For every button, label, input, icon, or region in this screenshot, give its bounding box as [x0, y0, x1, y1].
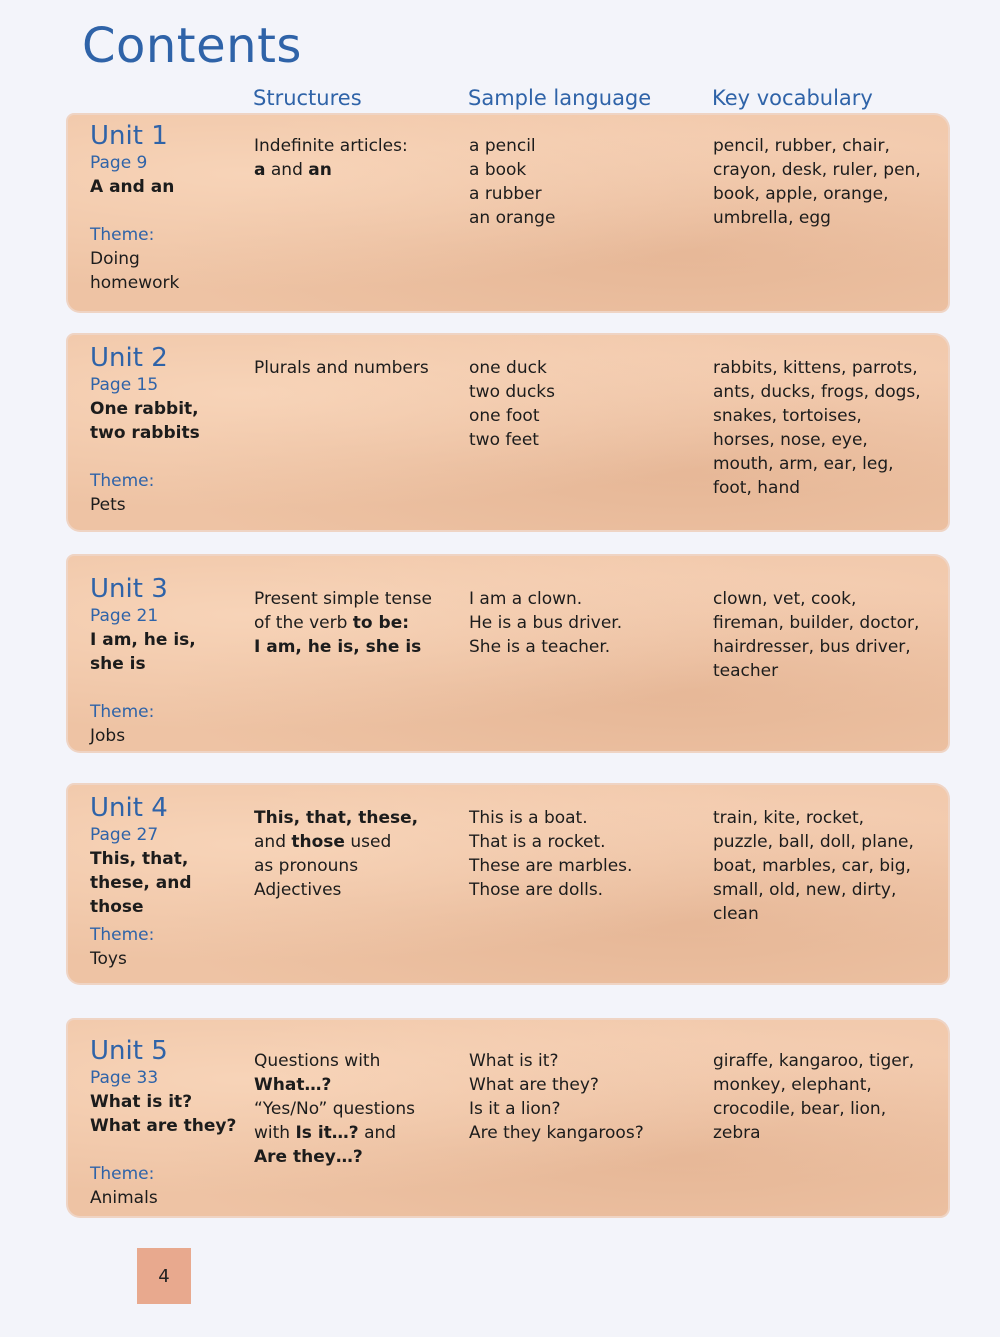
- sample-language-line: one duck: [469, 358, 547, 378]
- unit-info: [90, 121, 179, 295]
- unit-row: [68, 556, 948, 751]
- structures-segment: of the verb: [254, 613, 353, 633]
- key-vocabulary-line: pencil, rubber, chair,: [713, 136, 890, 156]
- unit-label: Unit 1: [90, 121, 168, 151]
- unit-label: Unit 3: [90, 574, 168, 604]
- page-number: 4: [137, 1248, 191, 1304]
- structures-segment: as pronouns: [254, 856, 359, 876]
- structures-line: [254, 611, 432, 635]
- structures-segment: Present simple tense: [254, 589, 432, 609]
- key-vocabulary-cell: [713, 587, 919, 683]
- unit-info: [90, 793, 192, 971]
- structures-line: [254, 1145, 415, 1169]
- structures-segment: used: [344, 832, 392, 852]
- sample-language-line: two ducks: [469, 382, 555, 402]
- structures-segment: and: [265, 160, 309, 180]
- structures-segment: Are they…?: [254, 1147, 363, 1167]
- key-vocabulary-line: monkey, elephant,: [713, 1075, 872, 1095]
- sample-language-cell: [469, 587, 622, 659]
- structures-segment: This, that, these,: [254, 808, 419, 828]
- structures-cell: [254, 587, 432, 659]
- key-vocabulary-line: puzzle, ball, doll, plane,: [713, 832, 914, 852]
- key-vocabulary-line: snakes, tortoises,: [713, 406, 862, 426]
- key-vocabulary-line: clown, vet, cook,: [713, 589, 857, 609]
- unit-row: [68, 335, 948, 530]
- structures-segment: Adjectives: [254, 880, 342, 900]
- page-reference: Page 33: [90, 1068, 159, 1088]
- sample-language-cell: [469, 1049, 644, 1145]
- unit-name: A and an: [90, 177, 175, 197]
- key-vocabulary-line: giraffe, kangaroo, tiger,: [713, 1051, 915, 1071]
- structures-segment: I am, he is, she is: [254, 637, 422, 657]
- structures-segment: Indefinite articles:: [254, 136, 408, 156]
- structures-line: [254, 830, 418, 854]
- key-vocabulary-cell: [713, 1049, 914, 1145]
- sample-language-line: Are they kangaroos?: [469, 1123, 644, 1143]
- key-vocabulary-line: crayon, desk, ruler, pen,: [713, 160, 921, 180]
- key-vocabulary-line: small, old, new, dirty,: [713, 880, 897, 900]
- structures-segment: a: [254, 160, 266, 180]
- structures-line: [254, 854, 418, 878]
- sample-language-line: a rubber: [469, 184, 542, 204]
- sample-language-line: two feet: [469, 430, 539, 450]
- page-reference: Page 27: [90, 825, 159, 845]
- structures-line: [254, 158, 408, 182]
- theme-value: Animals: [90, 1188, 158, 1208]
- key-vocabulary-line: rabbits, kittens, parrots,: [713, 358, 918, 378]
- structures-cell: [254, 134, 408, 182]
- structures-line: [254, 635, 432, 659]
- structures-segment: an: [308, 160, 332, 180]
- structures-line: [254, 356, 429, 380]
- key-vocabulary-line: teacher: [713, 661, 779, 681]
- structures-line: [254, 1073, 415, 1097]
- structures-segment: Is it…?: [295, 1123, 359, 1143]
- unit-info: [90, 574, 196, 748]
- sample-language-cell: [469, 134, 555, 230]
- header-sample-language: Sample language: [468, 86, 652, 110]
- sample-language-line: a pencil: [469, 136, 536, 156]
- structures-cell: [254, 356, 429, 380]
- unit-name: I am, he is, she is: [90, 630, 196, 674]
- structures-segment: and: [254, 832, 292, 852]
- unit-info: [90, 343, 200, 517]
- unit-label: Unit 4: [90, 793, 168, 823]
- key-vocabulary-cell: [713, 134, 921, 230]
- sample-language-line: I am a clown.: [469, 589, 583, 609]
- theme-value: Pets: [90, 495, 126, 515]
- structures-line: [254, 1097, 415, 1121]
- structures-segment: Plurals and numbers: [254, 358, 429, 378]
- unit-name: What is it? What are they?: [90, 1092, 237, 1136]
- key-vocabulary-line: clean: [713, 904, 759, 924]
- structures-segment: What…?: [254, 1075, 332, 1095]
- sample-language-cell: [469, 806, 632, 902]
- key-vocabulary-line: fireman, builder, doctor,: [713, 613, 920, 633]
- header-structures: Structures: [253, 86, 362, 110]
- theme-label: Theme:: [90, 702, 155, 722]
- theme-label: Theme:: [90, 1164, 155, 1184]
- structures-line: [254, 1049, 415, 1073]
- theme-value: Jobs: [90, 726, 126, 746]
- theme-value: Toys: [90, 949, 127, 969]
- sample-language-line: She is a teacher.: [469, 637, 611, 657]
- key-vocabulary-cell: [713, 806, 914, 926]
- header-key-vocabulary: Key vocabulary: [712, 86, 873, 110]
- key-vocabulary-line: hairdresser, bus driver,: [713, 637, 911, 657]
- key-vocabulary-line: umbrella, egg: [713, 208, 831, 228]
- unit-name: This, that, these, and those: [90, 849, 192, 917]
- sample-language-line: What is it?: [469, 1051, 559, 1071]
- sample-language-line: Those are dolls.: [469, 880, 604, 900]
- page-reference: Page 21: [90, 606, 159, 626]
- unit-label: Unit 5: [90, 1036, 168, 1066]
- sample-language-line: What are they?: [469, 1075, 599, 1095]
- key-vocabulary-cell: [713, 356, 921, 500]
- unit-row: [68, 115, 948, 311]
- key-vocabulary-line: foot, hand: [713, 478, 801, 498]
- key-vocabulary-line: train, kite, rocket,: [713, 808, 865, 828]
- page-reference: Page 15: [90, 375, 159, 395]
- unit-label: Unit 2: [90, 343, 168, 373]
- structures-line: [254, 134, 408, 158]
- structures-cell: [254, 1049, 415, 1169]
- structures-line: [254, 587, 432, 611]
- key-vocabulary-line: book, apple, orange,: [713, 184, 889, 204]
- sample-language-line: This is a boat.: [469, 808, 588, 828]
- key-vocabulary-line: mouth, arm, ear, leg,: [713, 454, 894, 474]
- sample-language-line: Is it a lion?: [469, 1099, 561, 1119]
- structures-line: [254, 806, 418, 830]
- structures-cell: [254, 806, 418, 902]
- unit-row: [68, 1020, 948, 1216]
- sample-language-cell: [469, 356, 555, 452]
- structures-segment: those: [291, 832, 345, 852]
- key-vocabulary-line: ants, ducks, frogs, dogs,: [713, 382, 921, 402]
- unit-row: [68, 785, 948, 983]
- structures-segment: and: [358, 1123, 397, 1143]
- structures-line: [254, 878, 418, 902]
- theme-label: Theme:: [90, 471, 155, 491]
- sample-language-line: a book: [469, 160, 527, 180]
- structures-segment: with: [254, 1123, 296, 1143]
- key-vocabulary-line: crocodile, bear, lion,: [713, 1099, 887, 1119]
- unit-name: One rabbit, two rabbits: [90, 399, 200, 443]
- structures-segment: “Yes/No” questions: [254, 1099, 416, 1119]
- sample-language-line: one foot: [469, 406, 540, 426]
- sample-language-line: These are marbles.: [469, 856, 633, 876]
- structures-segment: Questions with: [254, 1051, 381, 1071]
- sample-language-line: an orange: [469, 208, 556, 228]
- sample-language-line: That is a rocket.: [469, 832, 606, 852]
- structures-segment: to be:: [352, 613, 410, 633]
- key-vocabulary-line: horses, nose, eye,: [713, 430, 868, 450]
- key-vocabulary-line: zebra: [713, 1123, 761, 1143]
- theme-value: Doing homework: [90, 249, 180, 293]
- sample-language-line: He is a bus driver.: [469, 613, 623, 633]
- theme-label: Theme:: [90, 225, 155, 245]
- unit-info: [90, 1036, 236, 1210]
- page-title: Contents: [82, 18, 302, 74]
- structures-line: [254, 1121, 415, 1145]
- theme-label: Theme:: [90, 925, 155, 945]
- key-vocabulary-line: boat, marbles, car, big,: [713, 856, 911, 876]
- page-reference: Page 9: [90, 153, 148, 173]
